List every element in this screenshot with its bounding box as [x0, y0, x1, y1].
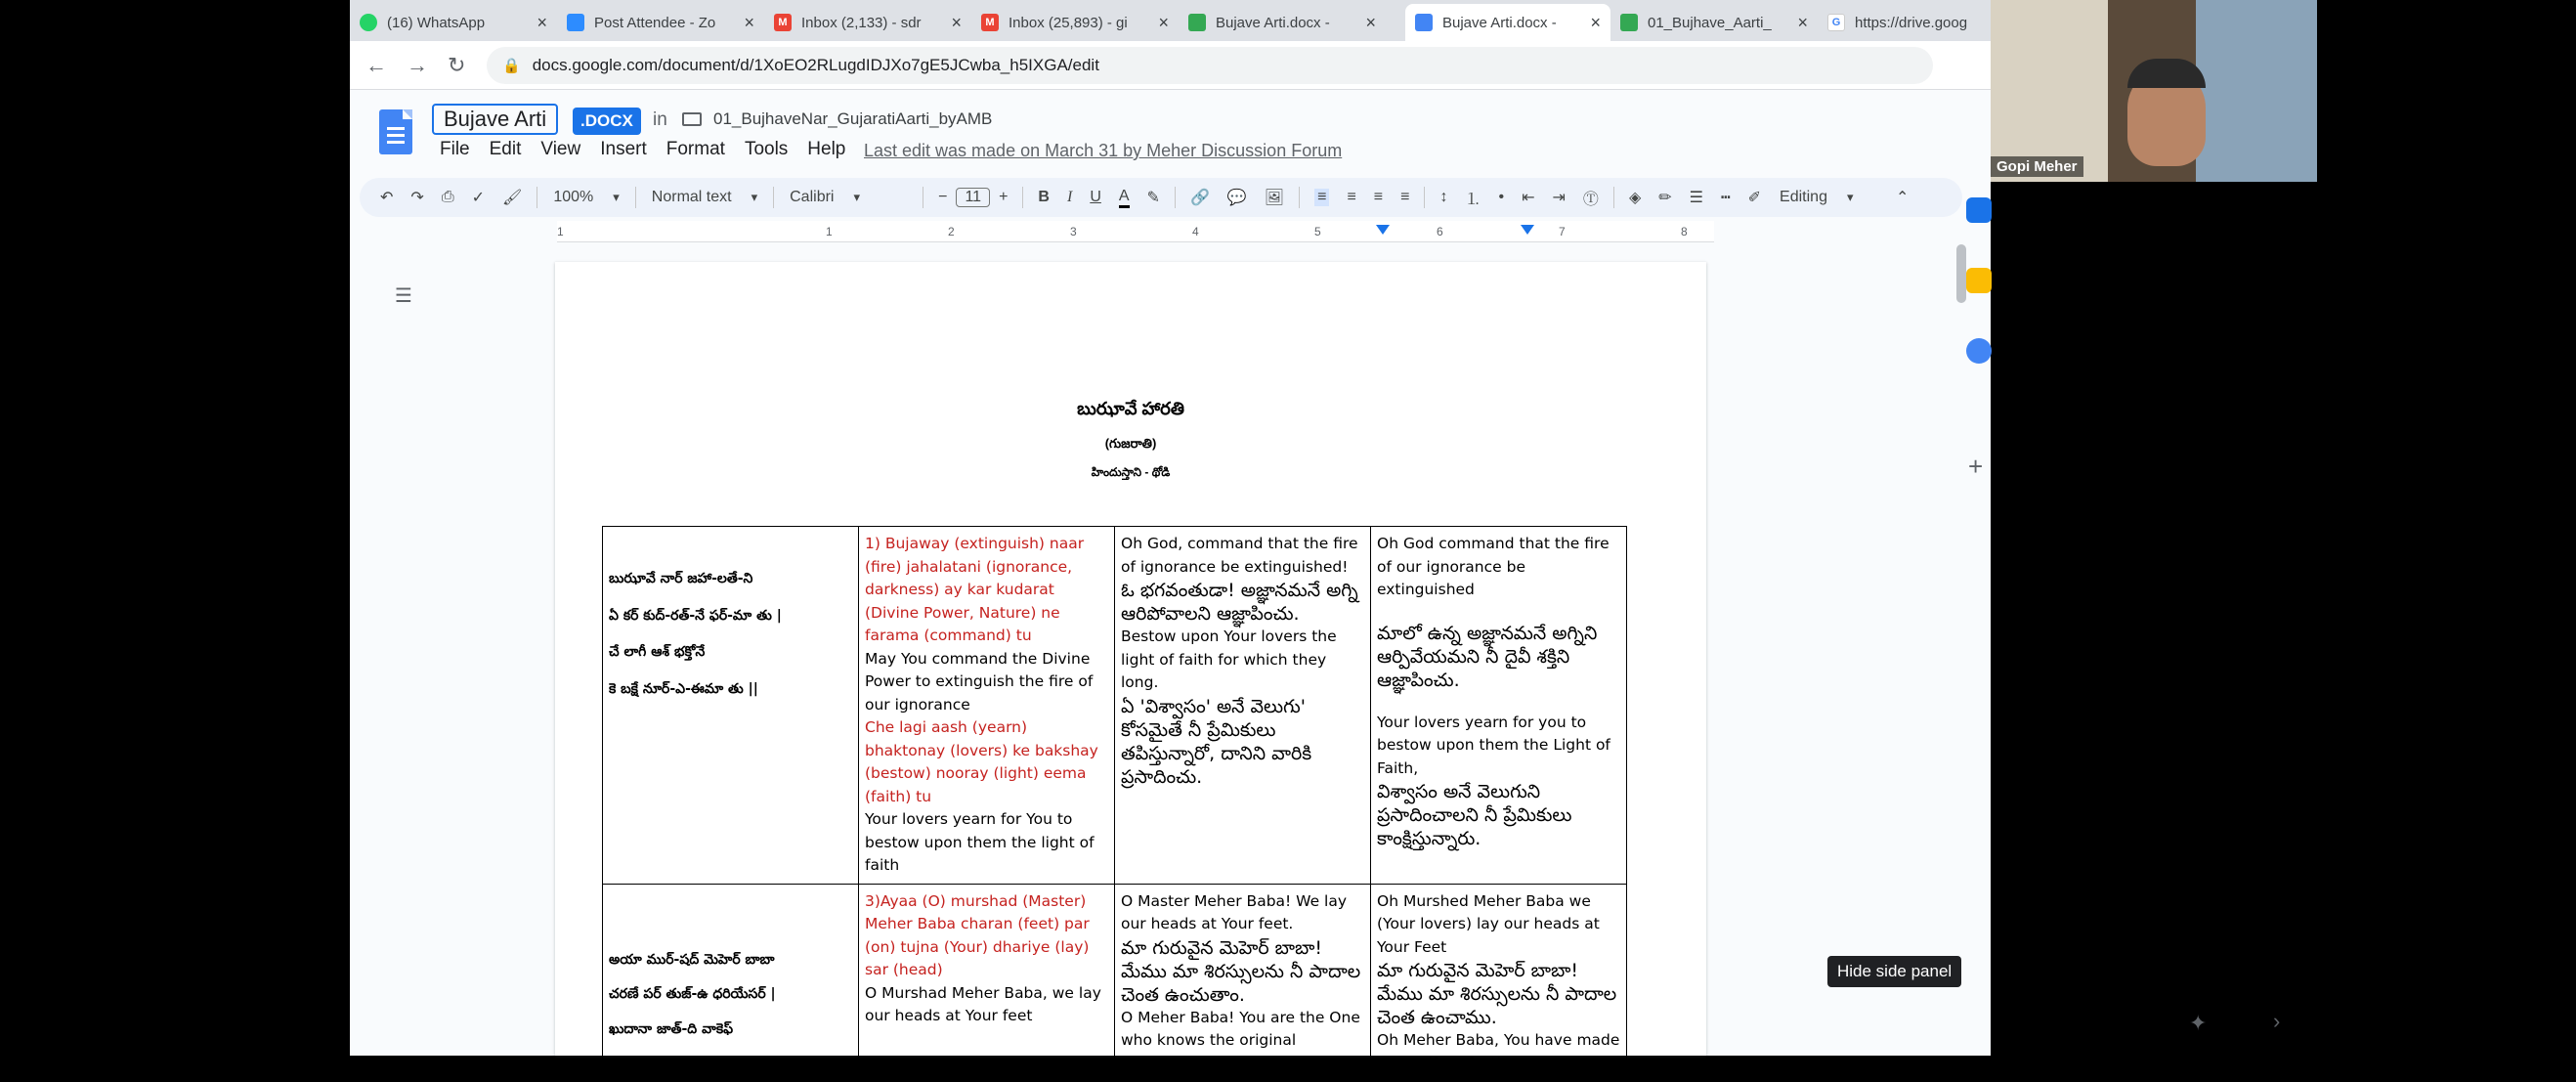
gujarati-line: కె బక్షే నూర్-ఎ-ఈమా తు || — [609, 680, 758, 697]
paint-format-icon[interactable]: 🖌 — [502, 190, 523, 206]
print-icon[interactable]: ⎙ — [441, 189, 454, 205]
divider — [1175, 187, 1176, 208]
numbered-list-icon[interactable]: ⒈ — [1465, 191, 1481, 208]
browser-tab[interactable] — [350, 4, 557, 41]
last-edit-link[interactable]: Last edit was made on March 31 by Meher Discussion Forum — [864, 141, 1343, 160]
table-cell[interactable] — [859, 884, 1115, 1082]
font-select[interactable]: Calibri ▾ — [790, 189, 907, 206]
docs-logo-icon[interactable] — [379, 109, 412, 154]
divider — [635, 187, 636, 208]
table-cell[interactable] — [859, 527, 1115, 885]
drive-icon — [1188, 14, 1206, 31]
transliteration-text: Che lagi aash (yearn) bhaktonay (lovers) ke bakshay (bestow) nooray (light) eema (faith) tu — [865, 718, 1098, 805]
document-page[interactable] — [555, 262, 1706, 1072]
table-cell[interactable] — [1371, 884, 1627, 1082]
formatting-toolbar — [360, 178, 1962, 217]
tab-title: Bujave Arti.docx - — [1442, 14, 1557, 31]
table-cell[interactable] — [1371, 527, 1627, 885]
gujarati-line: చరణే పర్ తుజ్-ఉ ధరియేసర్ | — [609, 986, 776, 1002]
horizontal-ruler[interactable] — [557, 221, 1714, 242]
align-right-icon[interactable]: ≡ — [1373, 189, 1384, 205]
decrease-font-size-icon[interactable]: − — [938, 189, 948, 205]
gujarati-line: అయా ముర్-షద్ మెహెర్ బాబా — [609, 951, 775, 968]
file-extension-badge: .DOCX — [573, 108, 641, 135]
divider — [1022, 187, 1023, 208]
menu-bar — [440, 139, 865, 160]
add-addon-icon[interactable]: + — [1968, 452, 1984, 481]
video-tile — [1991, 0, 2317, 182]
browser-tab[interactable] — [971, 4, 1179, 41]
table-row — [603, 884, 1627, 1082]
video-background — [2196, 0, 2317, 182]
tab-title: Bujave Arti.docx - — [1216, 14, 1330, 31]
ruler-tick: 7 — [1559, 225, 1566, 238]
image-icon[interactable]: 🖼 — [1264, 190, 1285, 206]
editing-mode-select[interactable]: Editing ▾ — [1780, 189, 1877, 206]
comment-icon[interactable]: 💬 — [1226, 190, 1247, 206]
table-cell[interactable] — [1115, 527, 1371, 885]
menu-edit[interactable]: Edit — [489, 139, 522, 159]
zoom-icon — [567, 14, 584, 31]
tab-title: 01_Bujhave_Aarti_ — [1648, 14, 1772, 31]
telugu-text: ఏ 'విశ్వాసం' అనే వెలుగు' కోసమైతే నీ ప్రేమికులు తపిస్తున్నారో, దానిని వారికి ప్రసాదించు. — [1121, 695, 1312, 788]
increase-font-size-icon[interactable]: + — [999, 189, 1009, 205]
divider — [1424, 187, 1425, 208]
right-indent-marker[interactable] — [1521, 225, 1534, 235]
english-text: Bestow upon Your lovers the light of faith for which they long. — [1121, 628, 1337, 691]
address-bar[interactable] — [487, 47, 1933, 84]
table-cell[interactable] — [603, 884, 859, 1082]
menu-format[interactable]: Format — [665, 139, 725, 159]
gmail-icon: M — [774, 14, 792, 31]
vertical-scrollbar[interactable] — [1956, 244, 1966, 303]
tab-title: Inbox (2,133) - sdr — [801, 14, 922, 31]
forward-icon[interactable]: → — [407, 53, 428, 77]
ruler-tick: 1 — [557, 225, 564, 238]
close-icon[interactable]: × — [951, 12, 962, 32]
close-icon[interactable]: × — [1797, 12, 1808, 32]
docs-header — [350, 90, 1991, 178]
table-cell[interactable] — [1115, 884, 1371, 1082]
divider — [1613, 187, 1614, 208]
side-panel — [1966, 178, 1991, 1056]
telugu-text: మా గురువైన మెహెర్ బాబా! మేము మా శిరస్సులను నీ పాదాల చెంత ఉంచుతాం. — [1121, 936, 1361, 1006]
gmail-icon: M — [981, 14, 999, 31]
ruler-tick: 6 — [1437, 225, 1443, 238]
close-icon[interactable]: × — [1365, 12, 1376, 32]
gujarati-line: చే లాగీ ఆశ్ భక్తోనే — [609, 644, 706, 660]
keep-icon[interactable] — [1966, 268, 1992, 293]
hide-side-panel-chevron-icon[interactable]: › — [2273, 1009, 2281, 1033]
close-icon[interactable]: × — [744, 12, 754, 32]
undo-icon[interactable]: ↶ — [380, 190, 394, 206]
drive-icon — [1620, 14, 1638, 31]
ruler-tick: 4 — [1192, 225, 1199, 238]
folder-icon — [682, 112, 702, 126]
document-heading: బుఝావే హారతి — [1077, 399, 1184, 418]
translation-text: O Murshad Meher Baba, we lay our heads at Your feet — [865, 983, 1101, 1024]
border-dash-icon[interactable]: ┅ — [1721, 190, 1731, 206]
browser-toolbar — [350, 41, 1991, 90]
menu-tools[interactable]: Tools — [744, 139, 789, 159]
video-background — [1991, 0, 2108, 182]
document-subheading-2: హిందుస్తాని - థోడి — [1091, 465, 1171, 479]
close-icon[interactable]: × — [1158, 12, 1169, 32]
tab-title: https://drive.goog — [1855, 14, 1968, 31]
spellcheck-icon[interactable]: ✓ — [471, 190, 486, 206]
border-width-icon[interactable]: ☰ — [1689, 190, 1703, 206]
ruler-tick: 2 — [948, 225, 955, 238]
english-text: Your lovers yearn for you to bestow upon them the Light of Faith, — [1377, 713, 1610, 777]
decrease-indent-icon[interactable]: ⇤ — [1522, 190, 1535, 206]
divider — [1299, 187, 1300, 208]
close-icon[interactable]: × — [537, 12, 547, 32]
whatsapp-icon — [360, 14, 377, 31]
ruler-tick: 1 — [826, 225, 833, 238]
align-center-icon[interactable]: ≡ — [1347, 189, 1356, 205]
cell-background-icon[interactable]: ◈ — [1628, 190, 1642, 206]
url-text: docs.google.com/document/d/1XoEO2RLugdIDJXo7gE5JCwba_h5IXGA/edit — [532, 56, 1099, 74]
lock-icon: 🔒 — [502, 58, 521, 74]
english-text: Oh God, command that the fire of ignorance be extinguished! — [1121, 535, 1358, 576]
indent-marker[interactable] — [1376, 225, 1390, 235]
telugu-text: మాలో ఉన్న అజ్ఞానమనే అగ్నిని ఆర్పివేయమని నీ దైవీ శక్తిని ఆజ్ఞాపించు. — [1377, 622, 1598, 691]
translation-text: Your lovers yearn for You to bestow upon them the light of faith — [865, 810, 1095, 874]
browser-tab[interactable] — [764, 4, 971, 41]
participant-hair — [2127, 59, 2206, 88]
browser-tab[interactable] — [557, 4, 764, 41]
gujarati-line: ఖుదానా జాత్-ది వాకెఫ్ — [609, 1020, 734, 1037]
menu-insert[interactable]: Insert — [600, 139, 647, 159]
align-left-icon[interactable]: ≡ — [1314, 189, 1329, 206]
menu-view[interactable]: View — [540, 139, 581, 159]
browser-tab[interactable] — [1179, 4, 1386, 41]
browser-window — [350, 0, 1991, 1072]
menu-help[interactable]: Help — [807, 139, 846, 159]
telugu-text: విశ్వాసం అనే వెలుగుని ప్రసాదించాలని నీ ప్రేమికులు కాంక్షిస్తున్నారు. — [1377, 781, 1572, 849]
back-icon[interactable]: ← — [365, 53, 387, 77]
explore-icon[interactable]: ✦ — [2189, 1011, 2208, 1035]
bold-icon[interactable]: B — [1038, 189, 1050, 205]
hide-side-panel-tooltip: Hide side panel — [1827, 956, 1961, 987]
docs-icon — [1415, 14, 1433, 31]
document-title-input[interactable]: Bujave Arti — [432, 104, 558, 135]
underline-icon[interactable]: U — [1090, 189, 1101, 205]
divider — [773, 187, 774, 208]
transliteration-text: 3)Ayaa (O) murshad (Master) Meher Baba charan (feet) par (on) tujna (Your) dhariye (lay) sar (head) — [865, 891, 1090, 978]
tab-title: (16) WhatsApp — [387, 14, 486, 31]
font-size-input[interactable]: 11 — [956, 188, 990, 207]
editing-mode-icon[interactable]: ✐ — [1747, 190, 1762, 206]
document-outline-icon[interactable]: ☰ — [395, 285, 412, 307]
increase-indent-icon[interactable]: ⇥ — [1552, 190, 1566, 206]
ruler-tick: 5 — [1314, 225, 1321, 238]
line-spacing-icon[interactable]: ↕ — [1439, 189, 1448, 205]
verse-table[interactable] — [602, 526, 1627, 1082]
redo-icon[interactable]: ↷ — [410, 190, 424, 206]
ruler-tick: 8 — [1681, 225, 1688, 238]
folder-link[interactable] — [682, 109, 992, 129]
gujarati-line: బుఝావే నార్ జహా-లతే-ని — [609, 571, 753, 586]
translation-text: May You command the Divine Power to extinguish the fire of our ignorance — [865, 649, 1094, 714]
participant-name: Gopi Meher — [1991, 156, 2083, 177]
table-row — [603, 527, 1627, 885]
italic-icon[interactable]: I — [1066, 189, 1073, 205]
highlight-icon[interactable]: ✎ — [1146, 190, 1160, 206]
text-color-icon[interactable]: A — [1119, 188, 1130, 208]
calendar-icon[interactable] — [1966, 197, 1992, 223]
english-text: O Master Meher Baba! We lay our heads at Your feet. — [1121, 891, 1348, 932]
table-cell[interactable] — [603, 527, 859, 885]
reload-icon[interactable]: ↻ — [448, 53, 466, 77]
telugu-text: మా గురువైన మెహెర్ బాబా! మేము మా శిరస్సులను నీ పాదాల చెంత ఉంచాము. — [1377, 960, 1617, 1028]
zoom-select[interactable]: 100% ▾ — [553, 189, 619, 206]
collapse-menus-icon[interactable]: ⌃ — [1896, 190, 1910, 206]
justify-icon[interactable]: ≡ — [1400, 189, 1410, 205]
border-color-icon[interactable]: ✏ — [1658, 190, 1672, 206]
link-icon[interactable]: 🔗 — [1189, 190, 1210, 206]
in-label: in — [653, 109, 667, 130]
browser-tab[interactable] — [1610, 4, 1818, 41]
tab-title: Inbox (25,893) - gi — [1009, 14, 1128, 31]
google-icon: G — [1827, 14, 1845, 31]
browser-tab[interactable] — [1818, 4, 1991, 41]
folder-name: 01_BujhaveNar_GujaratiAarti_byAMB — [713, 109, 993, 128]
gujarati-line: ఏ కర్ కుద్-రత్-నే ఫర్-మా తు | — [609, 607, 782, 624]
tab-title: Post Attendee - Zo — [594, 14, 716, 31]
telugu-text: ఓ భగవంతుడా! అజ్ఞానమనే అగ్ని ఆరిపోవాలని ఆజ్ఞాపించు. — [1121, 580, 1358, 625]
document-subheading: (గుజరాతి) — [1104, 436, 1157, 451]
english-text: Oh Meher Baba, You have made yourself perfectly aware — [1377, 1031, 1620, 1072]
transliteration-text: 1) Bujaway (extinguish) naar (fire) jahalatani (ignorance, darkness) ay kar kudarat (Divine Power, Nature) ne farama (command) tu — [865, 535, 1085, 644]
english-text: O Meher Baba! You are the One who knows the original — [1121, 1008, 1360, 1049]
tab-strip — [350, 0, 1991, 41]
ruler-tick: 3 — [1070, 225, 1077, 238]
clear-formatting-icon[interactable]: Ⓣ — [1582, 191, 1599, 208]
style-select[interactable]: Normal text ▾ — [652, 189, 757, 206]
browser-tab-active[interactable] — [1405, 4, 1610, 41]
english-text: Oh Murshed Meher Baba we (Your lovers) lay our heads at Your Feet — [1377, 891, 1600, 956]
tasks-icon[interactable] — [1966, 338, 1992, 364]
close-icon[interactable]: × — [1590, 12, 1601, 32]
bulleted-list-icon[interactable]: • — [1498, 189, 1505, 205]
menu-file[interactable]: File — [440, 139, 470, 159]
english-text: Oh God command that the fire of our ignorance be extinguished — [1377, 535, 1610, 598]
